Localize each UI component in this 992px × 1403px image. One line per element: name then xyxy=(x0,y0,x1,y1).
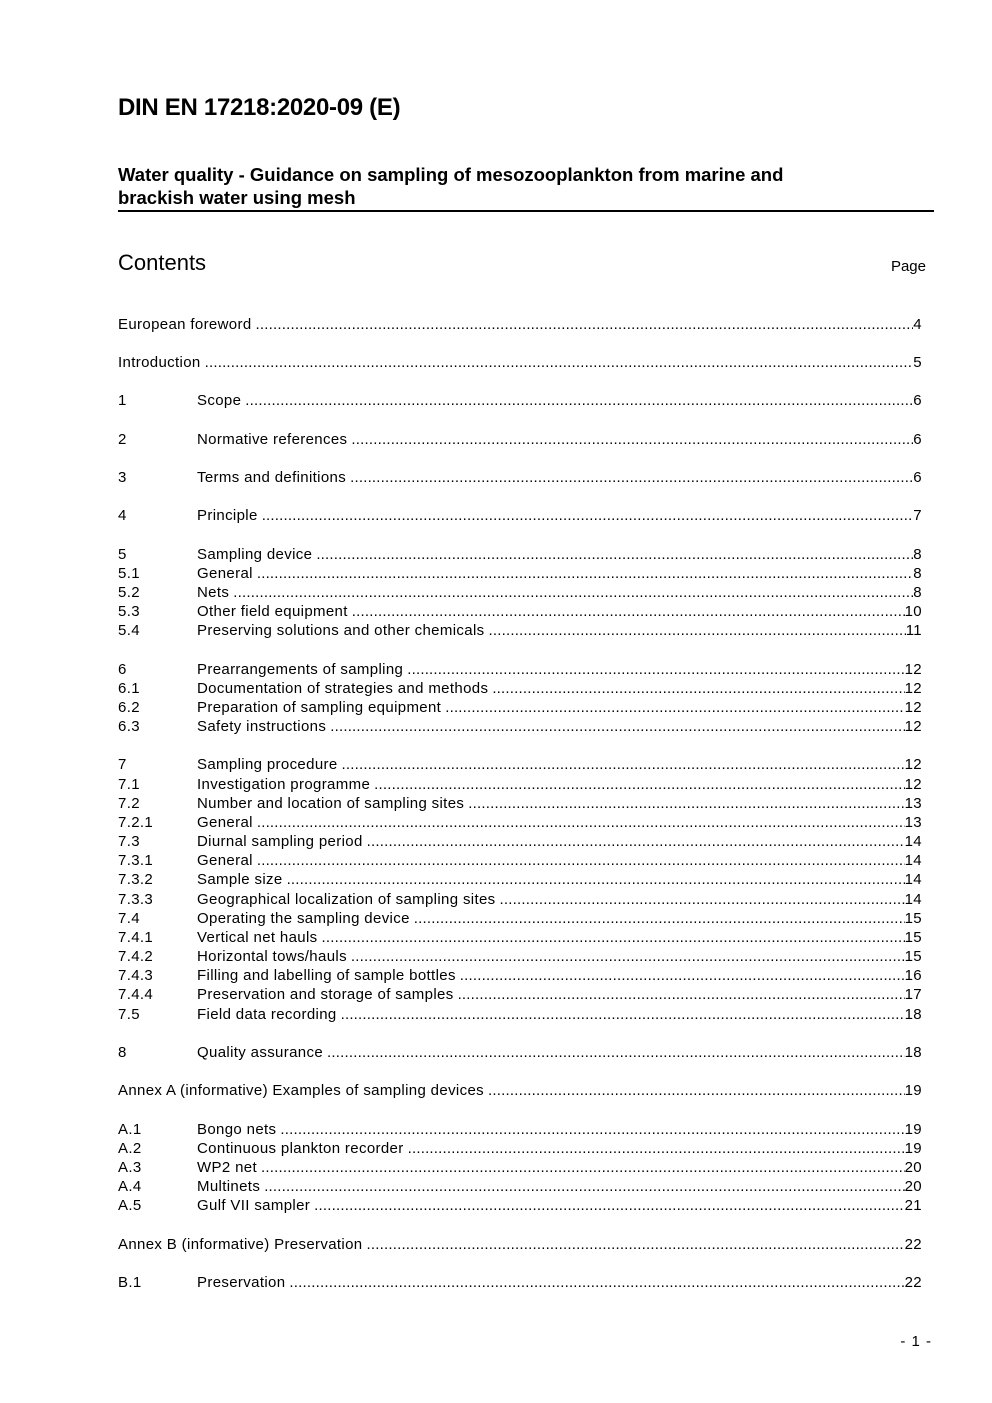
toc-entry-number: 7.3.2 xyxy=(118,871,154,888)
toc-entry[interactable] xyxy=(118,776,922,795)
footer-page-number: - 1 - xyxy=(900,1333,932,1350)
toc-entry-page: 11 xyxy=(905,622,922,639)
toc-entry[interactable] xyxy=(118,1121,922,1140)
toc-entry-title: Nets xyxy=(197,584,230,601)
toc-entry-title: Sampling device xyxy=(197,546,313,563)
toc-entry-title: Prearrangements of sampling xyxy=(197,661,404,678)
toc-entry-title: Geographical localization of sampling sites xyxy=(197,891,496,908)
toc-dot-leader xyxy=(280,1121,904,1138)
toc-dot-leader xyxy=(330,718,904,735)
toc-entry-number: 3 xyxy=(118,469,127,486)
toc-entry[interactable] xyxy=(118,1274,922,1293)
toc-entry[interactable] xyxy=(118,910,922,929)
toc-entry-page: 12 xyxy=(904,661,922,678)
toc-entry-number: 6.2 xyxy=(118,699,140,716)
toc-entry[interactable] xyxy=(118,1082,922,1101)
toc-entry-page: 8 xyxy=(913,546,922,563)
toc-dot-leader xyxy=(350,469,913,486)
toc-entry-title: Annex B (informative) Preservation xyxy=(118,1236,363,1253)
toc-entry-page: 12 xyxy=(904,756,922,773)
toc-entry[interactable] xyxy=(118,546,922,565)
toc-entry[interactable] xyxy=(118,833,922,852)
toc-entry-title: Scope xyxy=(197,392,242,409)
document-title-line-2: brackish water using mesh xyxy=(118,187,356,208)
toc-dot-leader xyxy=(351,948,905,965)
toc-entry-number: A.4 xyxy=(118,1178,142,1195)
toc-entry[interactable] xyxy=(118,929,922,948)
toc-entry-number: 7.1 xyxy=(118,776,140,793)
toc-entry-title: Field data recording xyxy=(197,1006,337,1023)
toc-entry[interactable] xyxy=(118,1159,922,1178)
toc-entry-page: 20 xyxy=(904,1178,922,1195)
toc-entry-page: 15 xyxy=(904,910,922,927)
toc-entry[interactable] xyxy=(118,948,922,967)
toc-entry[interactable] xyxy=(118,814,922,833)
toc-dot-leader xyxy=(327,1044,905,1061)
toc-entry-number: 1 xyxy=(118,392,127,409)
toc-entry-title: Preservation and storage of samples xyxy=(197,986,454,1003)
page-column-heading: Page xyxy=(890,258,926,275)
toc-entry-page: 12 xyxy=(904,776,922,793)
toc-entry-number: 7.4 xyxy=(118,910,140,927)
toc-entry-title: Bongo nets xyxy=(197,1121,277,1138)
document-title xyxy=(118,163,898,209)
toc-entry-page: 16 xyxy=(904,967,922,984)
toc-entry-number: 2 xyxy=(118,431,127,448)
toc-entry-title: Gulf VII sampler xyxy=(197,1197,311,1214)
toc-dot-leader xyxy=(445,699,904,716)
toc-entry-page: 19 xyxy=(904,1082,922,1099)
toc-entry-page: 13 xyxy=(904,814,922,831)
toc-entry-number: B.1 xyxy=(118,1274,142,1291)
toc-entry-title: Vertical net hauls xyxy=(197,929,318,946)
toc-entry[interactable] xyxy=(118,699,922,718)
toc-entry[interactable] xyxy=(118,718,922,737)
toc-entry-page: 19 xyxy=(904,1121,922,1138)
toc-entry-page: 6 xyxy=(913,392,922,409)
toc-dot-leader xyxy=(460,967,905,984)
toc-dot-leader xyxy=(233,584,913,601)
toc-dot-leader xyxy=(351,431,913,448)
toc-entry[interactable] xyxy=(118,1178,922,1197)
toc-dot-leader xyxy=(256,316,914,333)
toc-dot-leader xyxy=(289,1274,904,1291)
toc-entry-number: 8 xyxy=(118,1044,127,1061)
toc-entry[interactable] xyxy=(118,986,922,1005)
toc-dot-leader xyxy=(205,354,914,371)
toc-entry-number: 7.3.1 xyxy=(118,852,154,869)
toc-entry-number: 7.3 xyxy=(118,833,140,850)
toc-entry-page: 12 xyxy=(904,699,922,716)
toc-entry-page: 22 xyxy=(904,1274,922,1291)
toc-entry-page: 17 xyxy=(904,986,922,1003)
toc-entry-page: 12 xyxy=(904,718,922,735)
toc-entry-title: Annex A (informative) Examples of sampling devices xyxy=(118,1082,484,1099)
toc-entry-page: 18 xyxy=(904,1006,922,1023)
toc-entry[interactable] xyxy=(118,1044,922,1063)
toc-entry[interactable] xyxy=(118,891,922,910)
toc-dot-leader xyxy=(287,871,905,888)
toc-dot-leader xyxy=(342,756,905,773)
toc-entry-title: Preservation xyxy=(197,1274,286,1291)
toc-dot-leader xyxy=(468,795,904,812)
toc-entry-number: A.1 xyxy=(118,1121,142,1138)
toc-entry-number: 7 xyxy=(118,756,127,773)
toc-entry[interactable] xyxy=(118,603,922,622)
toc-entry-number: 5.3 xyxy=(118,603,140,620)
toc-entry-number: 7.2 xyxy=(118,795,140,812)
toc-entry-page: 20 xyxy=(904,1159,922,1176)
toc-entry-title: Documentation of strategies and methods xyxy=(197,680,489,697)
toc-dot-leader xyxy=(257,852,905,869)
toc-entry-title: Other field equipment xyxy=(197,603,348,620)
toc-entry-page: 14 xyxy=(904,871,922,888)
toc-entry-page: 12 xyxy=(904,680,922,697)
toc-dot-leader xyxy=(322,929,905,946)
toc-entry-number: 7.5 xyxy=(118,1006,140,1023)
toc-entry-title: Preparation of sampling equipment xyxy=(197,699,442,716)
toc-entry-page: 6 xyxy=(913,431,922,448)
toc-entry[interactable] xyxy=(118,1236,922,1255)
toc-entry[interactable] xyxy=(118,1197,922,1216)
toc-entry-page: 14 xyxy=(904,891,922,908)
toc-entry-page: 8 xyxy=(913,565,922,582)
toc-entry[interactable] xyxy=(118,795,922,814)
toc-entry[interactable] xyxy=(118,565,922,584)
toc-dot-leader xyxy=(257,565,913,582)
toc-entry-title: Safety instructions xyxy=(197,718,327,735)
toc-dot-leader xyxy=(257,814,905,831)
toc-entry[interactable] xyxy=(118,661,922,680)
toc-entry-number: 5.2 xyxy=(118,584,140,601)
toc-entry-title: Continuous plankton recorder xyxy=(197,1140,404,1157)
toc-dot-leader xyxy=(367,1236,905,1253)
toc-entry[interactable] xyxy=(118,316,922,335)
toc-entry-number: 7.2.1 xyxy=(118,814,154,831)
toc-entry[interactable] xyxy=(118,584,922,603)
toc-entry[interactable] xyxy=(118,469,922,488)
toc-entry-number: A.3 xyxy=(118,1159,142,1176)
toc-entry-title: Diurnal sampling period xyxy=(197,833,363,850)
toc-entry[interactable] xyxy=(118,507,922,526)
toc-entry[interactable] xyxy=(118,967,922,986)
toc-entry[interactable] xyxy=(118,392,922,411)
toc-entry-page: 15 xyxy=(904,948,922,965)
title-divider xyxy=(118,210,934,212)
toc-entry-title: Multinets xyxy=(197,1178,261,1195)
toc-entry-page: 4 xyxy=(913,316,922,333)
toc-dot-leader xyxy=(352,603,905,620)
toc-entry-page: 22 xyxy=(904,1236,922,1253)
toc-entry[interactable] xyxy=(118,756,922,775)
toc-dot-leader xyxy=(414,910,905,927)
toc-entry-title: Number and location of sampling sites xyxy=(197,795,465,812)
toc-entry-number: 7.4.2 xyxy=(118,948,154,965)
toc-entry-number: 6.1 xyxy=(118,680,140,697)
toc-entry-number: 7.4.4 xyxy=(118,986,154,1003)
toc-entry-number: 7.4.1 xyxy=(118,929,154,946)
contents-heading: Contents xyxy=(118,250,207,275)
toc-dot-leader xyxy=(367,833,905,850)
toc-entry-number: 5.4 xyxy=(118,622,140,639)
toc-entry-number: 7.3.3 xyxy=(118,891,154,908)
toc-entry[interactable] xyxy=(118,852,922,871)
toc-entry-title: Quality assurance xyxy=(197,1044,324,1061)
toc-dot-leader xyxy=(407,661,904,678)
toc-entry-title: General xyxy=(197,565,253,582)
toc-entry-title: European foreword xyxy=(118,316,252,333)
toc-entry-page: 18 xyxy=(904,1044,922,1061)
toc-entry-number: A.2 xyxy=(118,1140,142,1157)
toc-entry-title: Operating the sampling device xyxy=(197,910,410,927)
toc-entry[interactable] xyxy=(118,871,922,890)
toc-entry-page: 8 xyxy=(913,584,922,601)
toc-entry-page: 21 xyxy=(904,1197,922,1214)
toc-entry-title: Preserving solutions and other chemicals xyxy=(197,622,485,639)
toc-dot-leader xyxy=(408,1140,905,1157)
toc-entry-page: 15 xyxy=(904,929,922,946)
toc-entry[interactable] xyxy=(118,1006,922,1025)
toc-dot-leader xyxy=(262,507,914,524)
toc-dot-leader xyxy=(245,392,913,409)
toc-dot-leader xyxy=(488,1082,905,1099)
toc-entry-page: 10 xyxy=(904,603,922,620)
toc-entry-title: Sampling procedure xyxy=(197,756,338,773)
toc-entry-page: 5 xyxy=(913,354,922,371)
document-title-line-1: Water quality - Guidance on sampling of mesozooplankton from marine and xyxy=(118,164,784,185)
toc-dot-leader xyxy=(261,1159,905,1176)
toc-entry-page: 13 xyxy=(904,795,922,812)
toc-entry-page: 14 xyxy=(904,833,922,850)
toc-entry-number: 4 xyxy=(118,507,127,524)
toc-dot-leader xyxy=(264,1178,904,1195)
toc-dot-leader xyxy=(316,546,913,563)
toc-entry[interactable] xyxy=(118,680,922,699)
toc-entry[interactable] xyxy=(118,622,922,641)
toc-entry-number: A.5 xyxy=(118,1197,142,1214)
toc-entry-title: Principle xyxy=(197,507,258,524)
toc-entry-title: General xyxy=(197,852,253,869)
toc-dot-leader xyxy=(458,986,905,1003)
document-id: DIN EN 17218:2020-09 (E) xyxy=(118,94,401,121)
toc-entry-number: 5 xyxy=(118,546,127,563)
toc-entry[interactable] xyxy=(118,431,922,450)
toc-dot-leader xyxy=(488,622,905,639)
toc-entry-title: WP2 net xyxy=(197,1159,257,1176)
toc-dot-leader xyxy=(374,776,904,793)
toc-entry-title: Filling and labelling of sample bottles xyxy=(197,967,456,984)
toc-entry-title: Horizontal tows/hauls xyxy=(197,948,347,965)
toc-entry-page: 14 xyxy=(904,852,922,869)
toc-dot-leader xyxy=(341,1006,905,1023)
toc-entry-number: 6 xyxy=(118,661,127,678)
toc-entry-page: 19 xyxy=(904,1140,922,1157)
toc-entry-number: 6.3 xyxy=(118,718,140,735)
toc-entry-number: 5.1 xyxy=(118,565,140,582)
toc-entry-title: Normative references xyxy=(197,431,348,448)
toc-entry-number: 7.4.3 xyxy=(118,967,154,984)
toc-entry-title: Introduction xyxy=(118,354,201,371)
toc-dot-leader xyxy=(314,1197,904,1214)
toc-entry[interactable] xyxy=(118,1140,922,1159)
toc-entry-page: 6 xyxy=(913,469,922,486)
toc-entry-title: General xyxy=(197,814,253,831)
toc-entry-title: Investigation programme xyxy=(197,776,371,793)
toc-dot-leader xyxy=(492,680,904,697)
toc-entry-page: 7 xyxy=(913,507,922,524)
toc-dot-leader xyxy=(500,891,905,908)
toc-entry[interactable] xyxy=(118,354,922,373)
toc-entry-title: Terms and definitions xyxy=(197,469,347,486)
toc-entry-title: Sample size xyxy=(197,871,283,888)
